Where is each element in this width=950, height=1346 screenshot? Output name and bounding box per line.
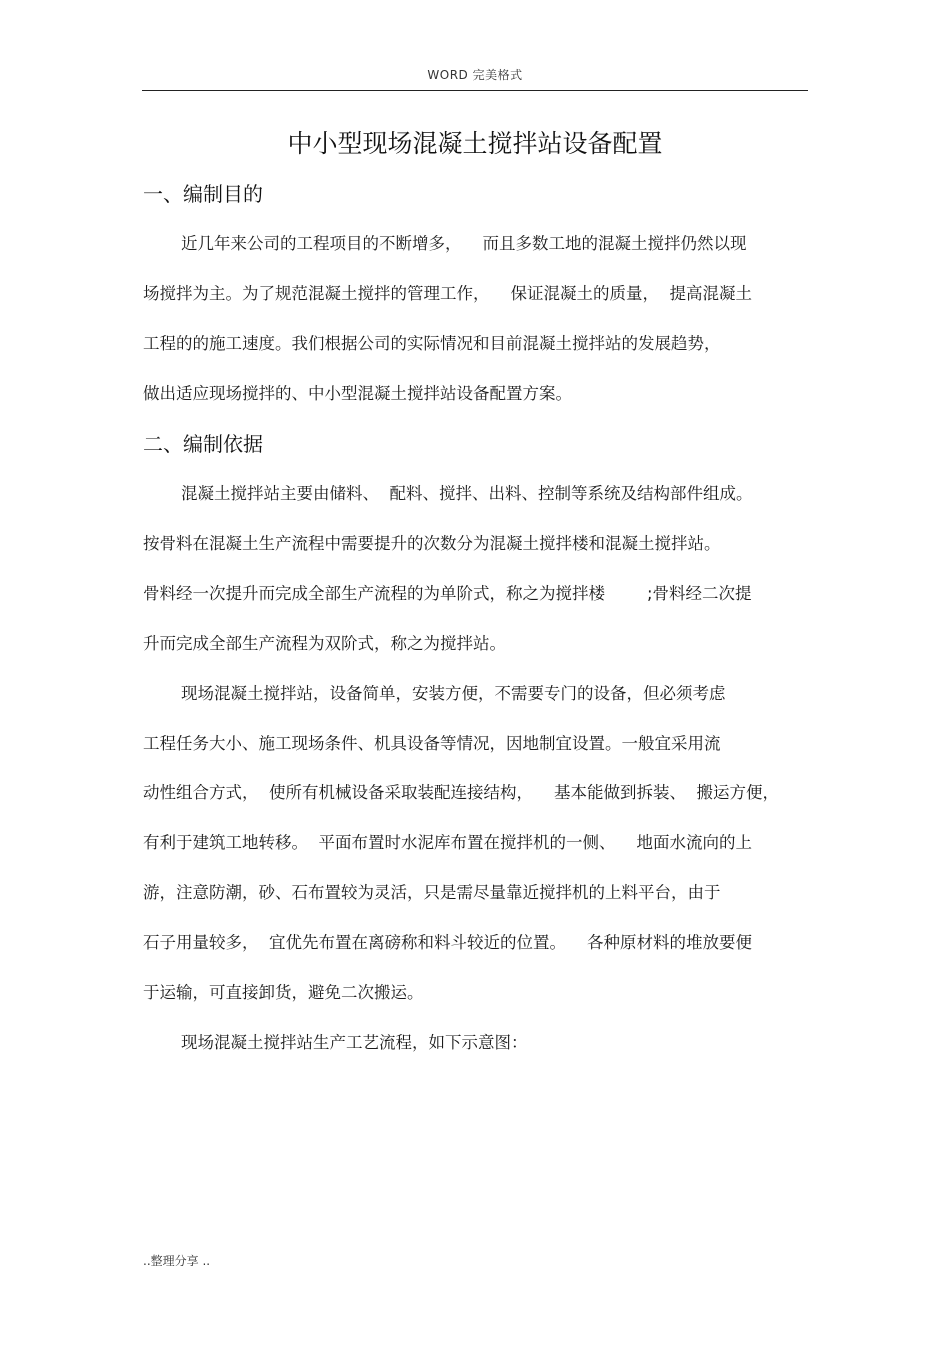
paragraph-line: 现场混凝土搅拌站，设备简单，安装方便，不需要专门的设备，但必须考虑	[181, 684, 726, 703]
paragraph-line: 石子用量较多， 宜优先布置在离磅称和料斗较近的位置。 各种原材料的堆放要便	[143, 933, 752, 952]
paragraph-line: 混凝土搅拌站主要由储料、 配料、搅拌、出料、控制等系统及结构部件组成。	[181, 484, 753, 503]
paragraph-line: 现场混凝土搅拌站生产工艺流程，如下示意图：	[181, 1033, 528, 1052]
paragraph-line: 场搅拌为主。为了规范混凝土搅拌的管理工作， 保证混凝土的质量， 提高混凝土	[143, 284, 752, 303]
paragraph-line: 升而完成全部生产流程为双阶式，称之为搅拌站。	[143, 634, 506, 653]
paragraph-line: 工程的的施工速度。我们根据公司的实际情况和目前混凝土搅拌站的发展趋势，	[143, 334, 721, 353]
paragraph-line: 游，注意防潮，砂、石布置较为灵活，只是需尽量靠近搅拌机的上料平台，由于	[143, 883, 721, 902]
paragraph-line: 于运输，可直接卸货，避免二次搬运。	[143, 983, 424, 1002]
page-header: WORD 完美格式	[427, 68, 523, 82]
paragraph-line: 近几年来公司的工程项目的不断增多， 而且多数工地的混凝土搅拌仍然以现	[181, 234, 747, 253]
document-title: 中小型现场混凝土搅拌站设备配置	[287, 129, 663, 158]
paragraph-line: 有利于建筑工地转移。 平面布置时水泥库布置在搅拌机的一侧、 地面水流向的上	[143, 833, 752, 852]
header-rule	[142, 90, 808, 91]
section-heading-basis: 二、编制依据	[143, 432, 263, 456]
page-footer: ..整理分享 ..	[143, 1254, 211, 1268]
paragraph-line: 动性组合方式， 使所有机械设备采取装配连接结构， 基本能做到拆装、 搬运方便，	[143, 783, 779, 802]
paragraph-line: 工程任务大小、施工现场条件、机具设备等情况，因地制宜设置。一般宜采用流	[143, 734, 721, 753]
paragraph-line: 按骨料在混凝土生产流程中需要提升的次数分为混凝土搅拌楼和混凝土搅拌站。	[143, 534, 721, 553]
section-heading-purpose: 一、编制目的	[143, 182, 263, 206]
paragraph-line: 骨料经一次提升而完成全部生产流程的为单阶式，称之为搅拌楼 ;骨料经二次提	[143, 584, 752, 603]
paragraph-line: 做出适应现场搅拌的、中小型混凝土搅拌站设备配置方案。	[143, 384, 572, 403]
